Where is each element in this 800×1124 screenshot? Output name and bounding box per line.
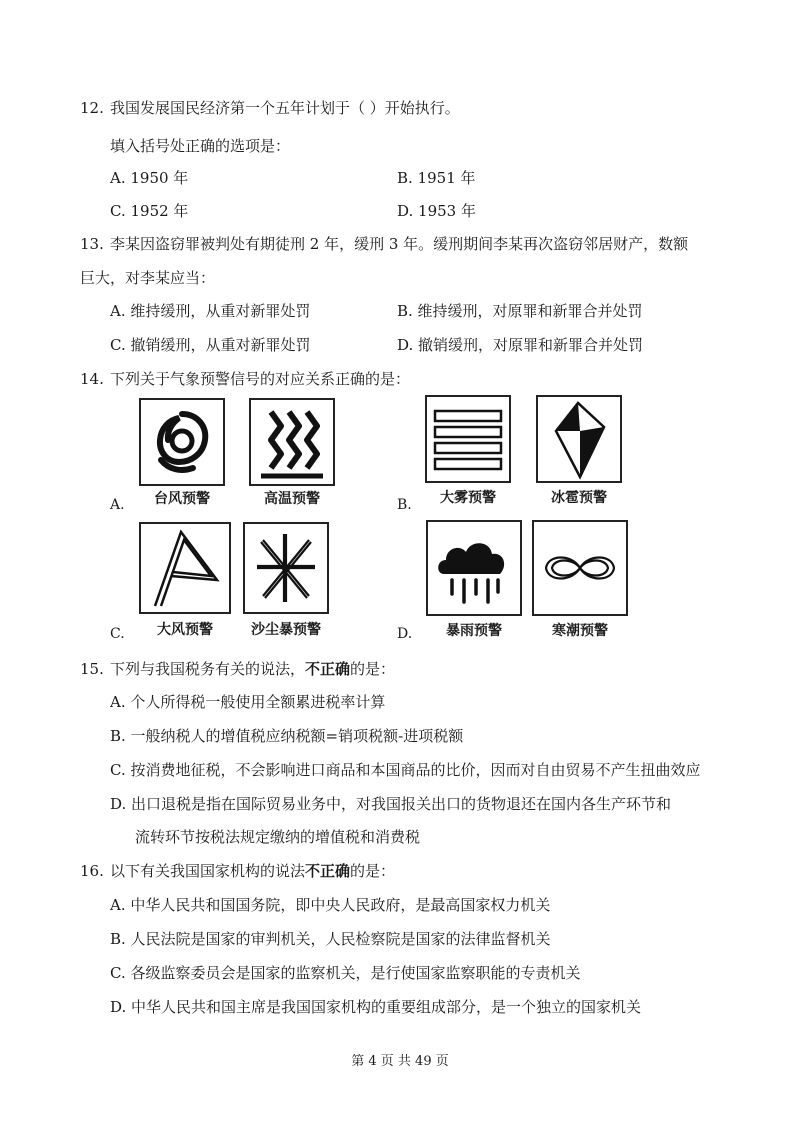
wind-flag-icon (141, 524, 229, 612)
q13-stem-line2: 巨大，对李某应当： (80, 269, 216, 287)
q15-option-d-line1: D. 出口退税是指在国际贸易业务中，对我国报关出口的货物退还在国内各生产环节和 (110, 795, 672, 813)
q12-option-d: D. 1953 年 (397, 202, 476, 220)
rainstorm-cloud-icon (428, 522, 520, 614)
q16-stem-post: 的是： (350, 862, 396, 880)
cold-wave-sign (532, 520, 628, 616)
wind-sign (139, 522, 231, 614)
q13-stem-line1: 李某因盗窃罪被判处有期徒刑 2 年，缓刑 3 年。缓刑期间李某再次盗窃邻居财产，数额 (110, 235, 689, 253)
heat-sign (249, 398, 335, 486)
q13-option-d: D. 撤销缓刑，对原罪和新罪合并处罚 (397, 336, 644, 354)
q15-stem-pre: 下列与我国税务有关的说法， (110, 660, 306, 678)
q12-sub: 填入括号处正确的选项是： (110, 137, 291, 155)
q15-number: 15. (80, 660, 104, 678)
q12-option-c: C. 1952 年 (110, 202, 189, 220)
fog-icon (427, 397, 509, 481)
page-footer: 第 4 页 共 49 页 (351, 1054, 449, 1069)
q15-option-a: A. 个人所得税一般使用全额累进税率计算 (110, 693, 386, 711)
q13-option-a: A. 维持缓刑，从重对新罪处罚 (110, 302, 311, 320)
q12-option-b: B. 1951 年 (397, 169, 476, 187)
q16-option-d: D. 中华人民共和国主席是我国国家机构的重要组成部分，是一个独立的国家机关 (110, 998, 642, 1016)
hail-icon (538, 397, 620, 481)
hail-label: 冰雹预警 (551, 490, 607, 506)
typhoon-sign (139, 398, 225, 486)
q15-stem-bold: 不正确 (305, 660, 351, 678)
q16-stem-pre: 以下有关我国国家机构的说法 (110, 862, 306, 880)
q14-stem: 下列关于气象预警信号的对应关系正确的是： (110, 370, 411, 388)
typhoon-icon (141, 400, 223, 484)
sandstorm-icon (245, 524, 327, 612)
q15-option-d-line2: 流转环节按税法规定缴纳的增值税和消费税 (135, 828, 421, 846)
cold-wave-icon (534, 522, 626, 614)
fog-sign (425, 395, 511, 483)
q14-letter-b: B. (397, 497, 412, 513)
q14-letter-c: C. (110, 626, 125, 642)
q14-letter-a: A. (110, 497, 125, 513)
q13-option-b: B. 维持缓刑，对原罪和新罪合并处罚 (397, 302, 643, 320)
q13-option-c: C. 撤销缓刑，从重对新罪处罚 (110, 336, 311, 354)
heat-label: 高温预警 (264, 491, 320, 507)
q16-option-b: B. 人民法院是国家的审判机关，人民检察院是国家的法律监督机关 (110, 930, 551, 948)
q12-number: 12. (80, 99, 104, 117)
hail-sign (536, 395, 622, 483)
q14-letter-d: D. (397, 626, 413, 642)
q16-number: 16. (80, 862, 104, 880)
q15-stem (110, 659, 395, 679)
sandstorm-sign (243, 522, 329, 614)
sandstorm-label: 沙尘暴预警 (251, 622, 321, 638)
cold-wave-label: 寒潮预警 (552, 623, 608, 639)
rainstorm-label: 暴雨预警 (446, 623, 502, 639)
q16-stem (110, 861, 395, 881)
q15-option-c: C. 按消费地征税，不会影响进口商品和本国商品的比价，因而对自由贸易不产生扭曲效应 (110, 761, 701, 779)
q14-number: 14. (80, 370, 104, 388)
q15-option-b: B. 一般纳税人的增值税应纳税额=销项税额-进项税额 (110, 727, 464, 745)
q12-option-a: A. 1950 年 (110, 169, 189, 187)
q12-stem: 我国发展国民经济第一个五年计划于（ ）开始执行。 (110, 99, 460, 117)
fog-label: 大雾预警 (440, 490, 496, 506)
q15-stem-post: 的是： (350, 660, 396, 678)
typhoon-label: 台风预警 (154, 491, 210, 507)
q16-stem-bold: 不正确 (305, 862, 351, 880)
q13-number: 13. (80, 235, 104, 253)
q16-option-c: C. 各级监察委员会是国家的监察机关，是行使国家监察职能的专责机关 (110, 964, 581, 982)
rainstorm-sign (426, 520, 522, 616)
wind-label: 大风预警 (157, 622, 213, 638)
heat-icon (251, 400, 333, 484)
q16-option-a: A. 中华人民共和国国务院，即中央人民政府，是最高国家权力机关 (110, 896, 551, 914)
